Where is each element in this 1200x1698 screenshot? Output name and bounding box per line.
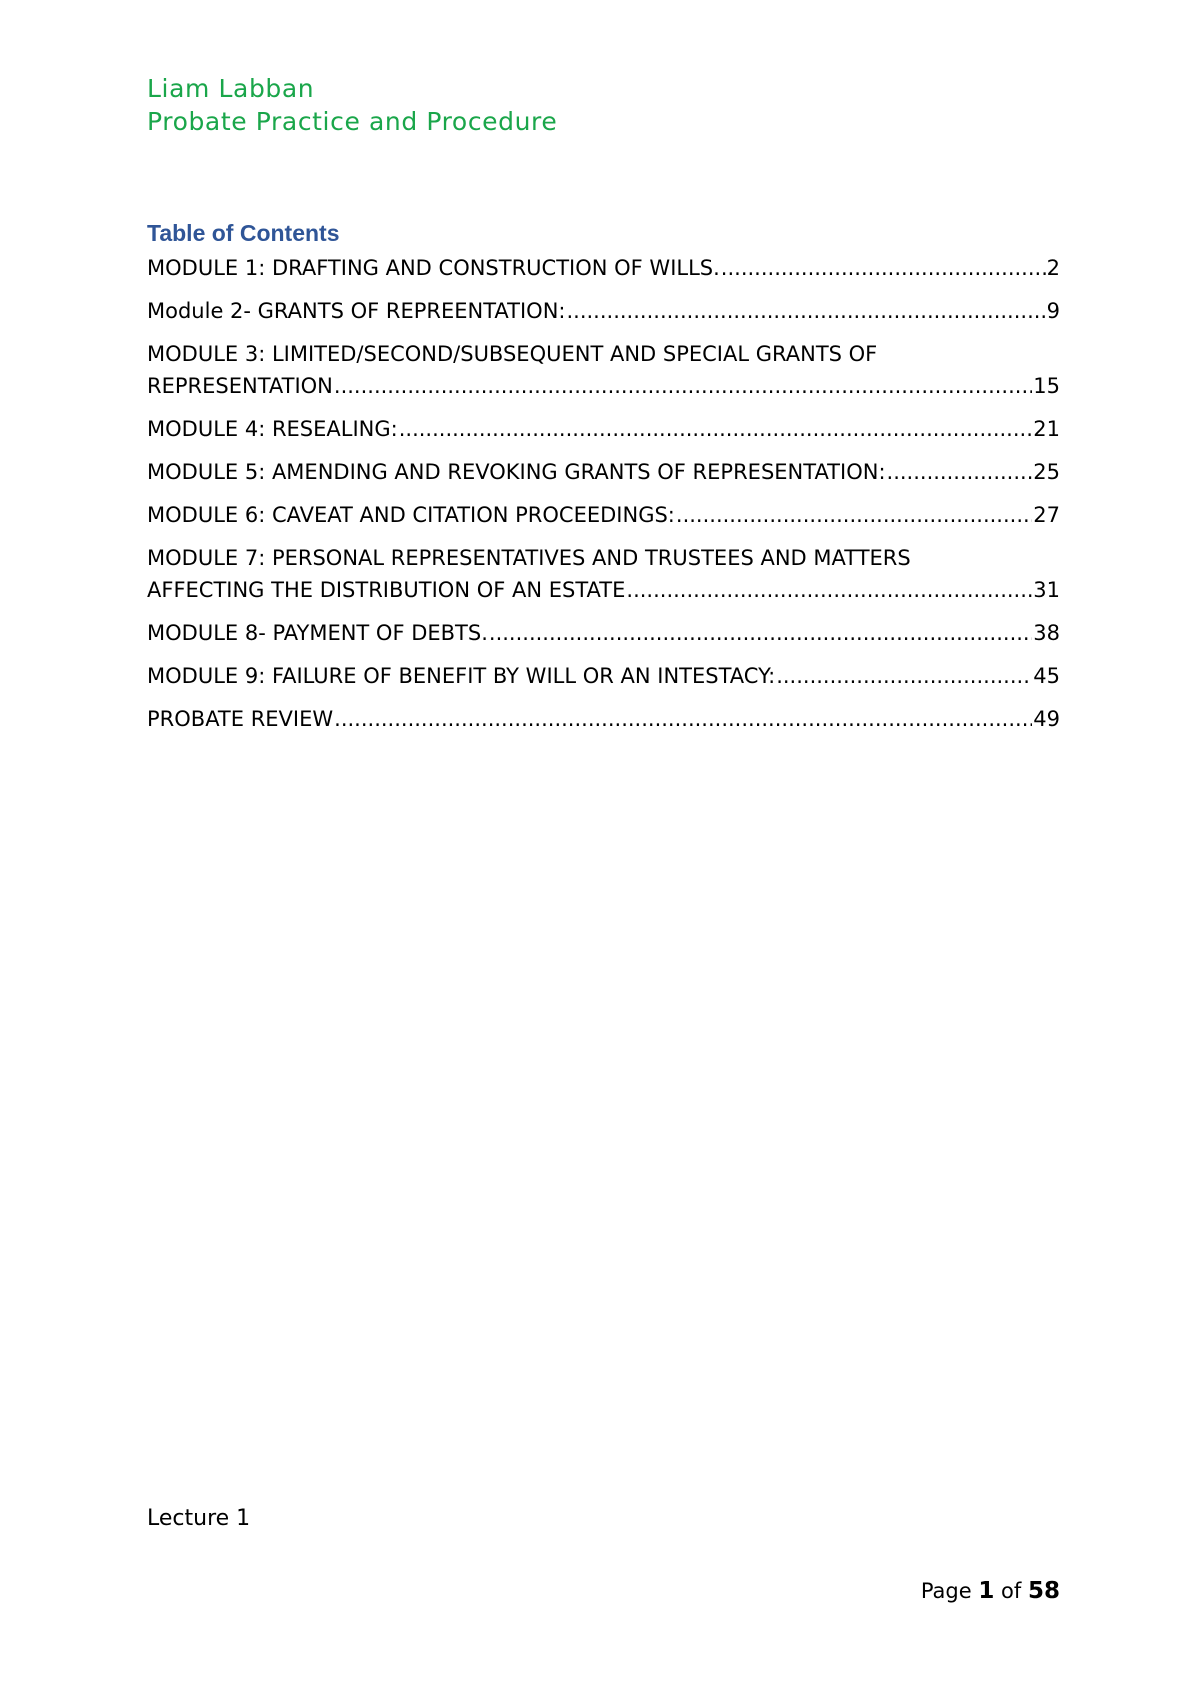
toc-entry-text: MODULE 5: AMENDING AND REVOKING GRANTS OF REPRESENTATION:	[147, 460, 886, 484]
toc-page-number: 38	[1033, 621, 1060, 645]
toc-entry-text: MODULE 3: LIMITED/SECOND/SUBSEQUENT AND SPECIAL GRANTS OF	[147, 342, 878, 366]
toc-entry-text: REPRESENTATION	[147, 374, 333, 398]
toc-entry[interactable]	[147, 703, 1060, 735]
toc-page-number: 9	[1046, 299, 1060, 323]
toc-entry-text: PROBATE REVIEW	[147, 707, 334, 731]
toc-entry[interactable]	[147, 413, 1060, 445]
course-title: Probate Practice and Procedure	[147, 107, 558, 136]
toc-dot-leader	[776, 660, 1032, 692]
toc-dot-leader	[721, 252, 1046, 284]
toc-entry-text: MODULE 7: PERSONAL REPRESENTATIVES AND TRUSTEES AND MATTERS	[147, 546, 911, 570]
toc-entry[interactable]	[147, 499, 1060, 531]
toc-entry[interactable]	[147, 456, 1060, 488]
toc-entry-text: MODULE 1: DRAFTING AND CONSTRUCTION OF WILLS.	[147, 256, 720, 280]
toc-dot-leader	[676, 499, 1032, 531]
table-of-contents	[147, 252, 1060, 746]
toc-entry-text: MODULE 8- PAYMENT OF DEBTS.	[147, 621, 488, 645]
toc-dot-leader	[334, 370, 1032, 402]
toc-entry-text: AFFECTING THE DISTRIBUTION OF AN ESTATE	[147, 578, 626, 602]
toc-dot-leader	[334, 703, 1032, 735]
toc-page-number: 2	[1046, 256, 1060, 280]
page-footer	[921, 1578, 1060, 1604]
toc-entry[interactable]	[147, 542, 1060, 606]
document-header	[147, 72, 557, 138]
toc-entry-text: Module 2- GRANTS OF REPREENTATION:	[147, 299, 566, 323]
toc-page-number: 27	[1033, 503, 1060, 527]
toc-dot-leader	[887, 456, 1033, 488]
footer-total-pages: 58	[1027, 1578, 1060, 1604]
footer-page-label: Page	[920, 1579, 972, 1603]
author-name: Liam Labban	[147, 74, 315, 103]
toc-entry[interactable]	[147, 295, 1060, 327]
toc-dot-leader	[626, 574, 1032, 606]
toc-title: Table of Contents	[147, 220, 340, 246]
toc-page-number: 45	[1033, 664, 1060, 688]
toc-page-number: 31	[1033, 578, 1060, 602]
toc-entry-text: MODULE 4: RESEALING:	[147, 417, 398, 441]
toc-entry-text: MODULE 6: CAVEAT AND CITATION PROCEEDINGS:	[147, 503, 675, 527]
toc-entry[interactable]	[147, 252, 1060, 284]
toc-dot-leader	[566, 295, 1045, 327]
toc-dot-leader	[489, 617, 1032, 649]
footer-current-page: 1	[978, 1578, 995, 1604]
toc-dot-leader	[399, 413, 1033, 445]
toc-entry[interactable]	[147, 338, 1060, 402]
footer-of-label: of	[1001, 1579, 1022, 1603]
lecture-label: Lecture 1	[147, 1506, 251, 1531]
toc-page-number: 25	[1033, 460, 1060, 484]
toc-entry-text: MODULE 9: FAILURE OF BENEFIT BY WILL OR AN INTESTACY:	[147, 664, 776, 688]
toc-entry[interactable]	[147, 660, 1060, 692]
toc-page-number: 49	[1033, 707, 1060, 731]
toc-page-number: 21	[1033, 417, 1060, 441]
toc-entry[interactable]	[147, 617, 1060, 649]
toc-page-number: 15	[1033, 374, 1060, 398]
